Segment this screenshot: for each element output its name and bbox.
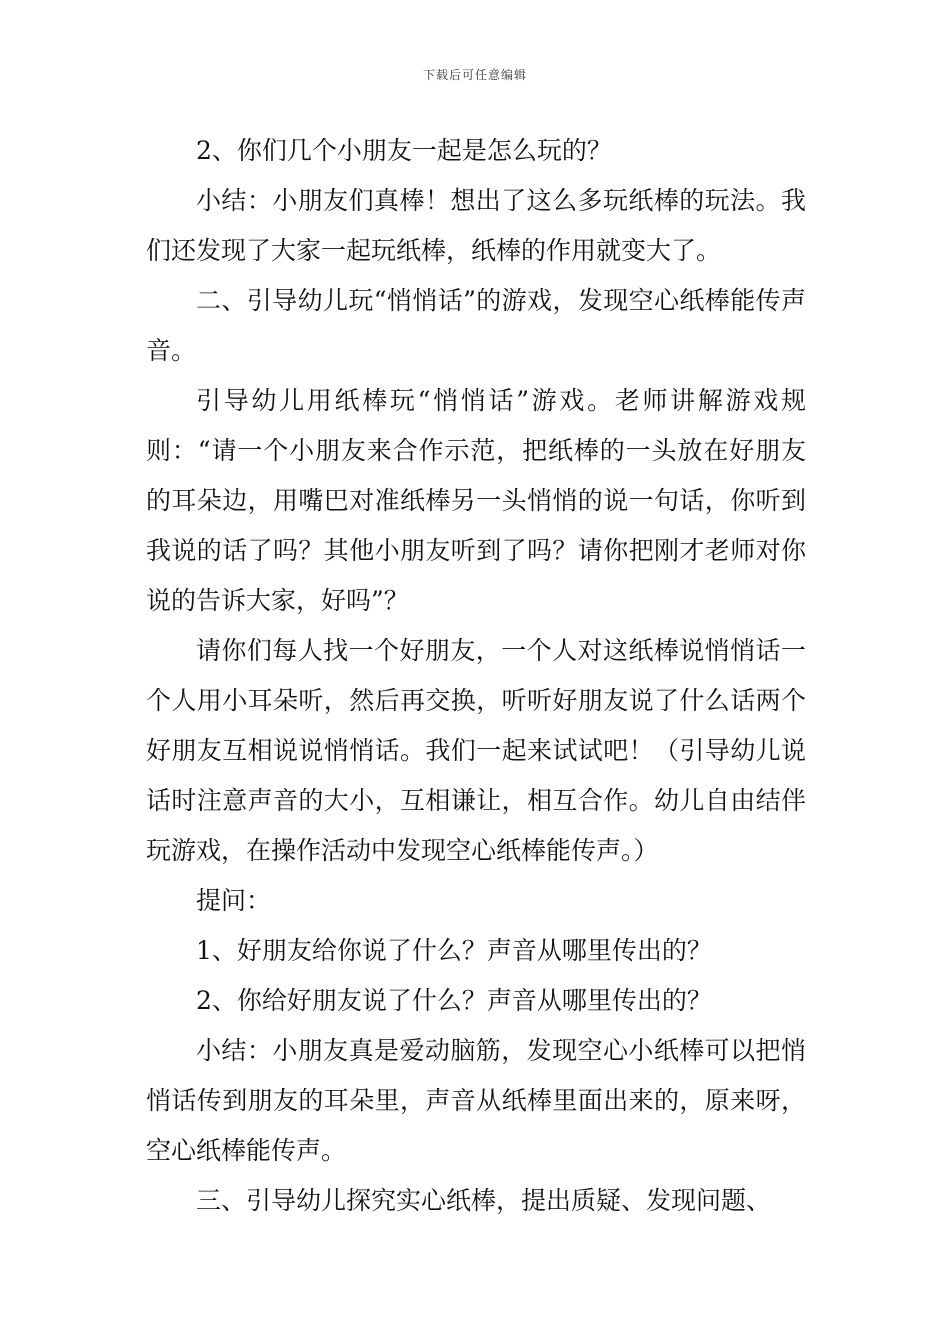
paragraph: 2、你给好朋友说了什么？声音从哪里传出的？ xyxy=(196,986,712,1015)
paragraph: 提问： xyxy=(196,886,272,915)
paragraph: 小结：小朋友真是爱动脑筋，发现空心小纸棒可以把悄悄话传到朋友的耳朵里，声音从纸棒里面出来的，原来呀，空心纸棒能传声。 xyxy=(146,1036,806,1165)
paragraph: 小结：小朋友们真棒！想出了这么多玩纸棒的玩法。我们还发现了大家一起玩纸棒，纸棒的作用就变大了。 xyxy=(146,186,806,265)
paragraph: 二、引导幼儿玩“悄悄话”的游戏，发现空心纸棒能传声音。 xyxy=(146,286,806,365)
paragraph: 三、引导幼儿探究实心纸棒，提出质疑、发现问题、 xyxy=(196,1186,772,1215)
paragraph: 2、你们几个小朋友一起是怎么玩的？ xyxy=(196,136,612,165)
paragraph: 请你们每人找一个好朋友，一个人对这纸棒说悄悄话一个人用小耳朵听，然后再交换，听听好朋友说了什么话两个好朋友互相说说悄悄话。我们一起来试试吧！（引导幼儿说话时注意声音的大小，互相谦让，相互合作。幼儿自由结伴玩游戏，在操作活动中发现空心纸棒能传声。） xyxy=(146,636,806,865)
paragraph: 1、好朋友给你说了什么？声音从哪里传出的？ xyxy=(196,936,712,965)
paragraph: 引导幼儿用纸棒玩“悄悄话”游戏。老师讲解游戏规则：“请一个小朋友来合作示范，把纸棒的一头放在好朋友的耳朵边，用嘴巴对准纸棒另一头悄悄的说一句话，你听到我说的话了吗？其他小朋友听到了吗？请你把刚才老师对你说的告诉大家，好吗”？ xyxy=(146,386,806,615)
header-note: 下载后可任意编辑 xyxy=(422,68,527,82)
document-body xyxy=(146,126,806,1226)
